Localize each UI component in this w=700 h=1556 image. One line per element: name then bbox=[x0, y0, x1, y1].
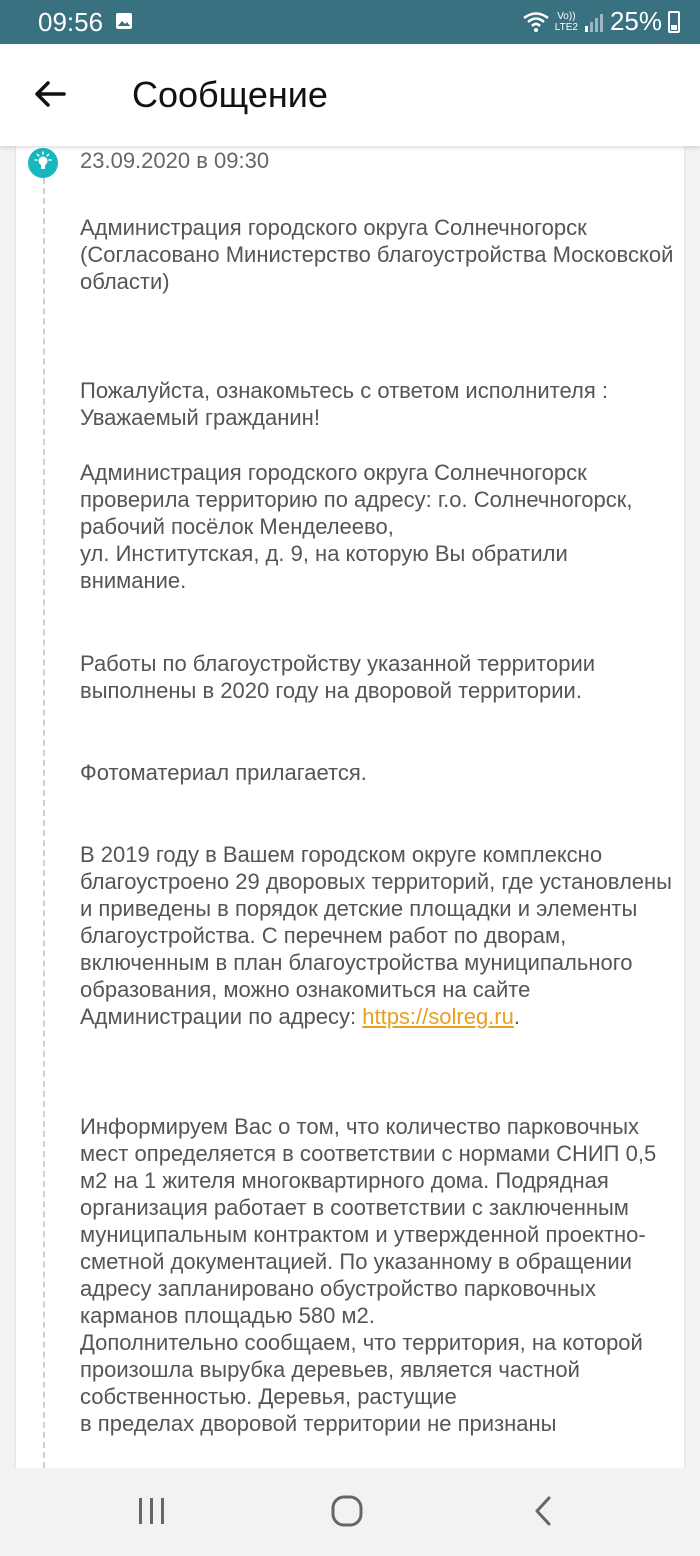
arrow-left-icon[interactable] bbox=[30, 74, 70, 114]
solreg-link[interactable]: https://solreg.ru bbox=[362, 1004, 514, 1029]
page-title: Сообщение bbox=[132, 74, 328, 115]
status-time: 09:56 bbox=[38, 7, 104, 37]
message-date: 23.09.2020 в 09:30 bbox=[80, 148, 270, 173]
system-nav-bar bbox=[0, 1468, 700, 1556]
battery-percent: 25% bbox=[609, 6, 662, 36]
lte-indicator bbox=[555, 11, 578, 33]
message-paragraph: Фотоматериал прилагается. bbox=[80, 760, 367, 785]
wifi-icon bbox=[523, 12, 549, 32]
timeline-line bbox=[43, 178, 45, 1468]
message-card bbox=[16, 146, 684, 1468]
timeline-dot bbox=[28, 148, 58, 178]
app-bar bbox=[0, 44, 700, 146]
paragraph-text: В 2019 году в Вашем городском округе комплексно благоустроено 29 дворовых территорий, где установлены и приведены в порядок детские площадки и элементы благоустройства. С перечнем работ по дворам, включенным в план благоустройства муниципального образования, можно ознакомиться на сайте Администрации по адресу: bbox=[80, 842, 672, 1029]
message-paragraph: Информируем Вас о том, что количество парковочных мест определяется в соответствии с нормами СНИП 0,5 м2 на 1 жителя многоквартирного дома. Подрядная организация работает в соответствии с заключенным муниципальным контрактом и утвержденной проектно-сметной документацией. По указанному в обращении адресу запланировано обустройство парковочных карманов площадью 580 м2. Дополнительно сообщаем, что территория, на которой произошла вырубка деревьев, является частной собственностью. Деревья, растущие в пределах дворовой территории не признаны bbox=[80, 1114, 657, 1436]
recent-apps-icon[interactable] bbox=[127, 1490, 177, 1534]
lte-label: LTE2 bbox=[554, 21, 578, 33]
lightbulb-icon bbox=[28, 148, 58, 178]
home-icon[interactable] bbox=[322, 1490, 372, 1534]
battery-icon bbox=[668, 11, 680, 33]
status-bar bbox=[0, 0, 700, 44]
message-paragraph: Работы по благоустройству указанной территории выполнены в 2020 году на дворовой территории. bbox=[80, 651, 596, 703]
image-icon bbox=[115, 12, 133, 30]
back-icon[interactable] bbox=[518, 1490, 568, 1534]
message-paragraph: Пожалуйста, ознакомьтесь с ответом исполнителя : Уважаемый гражданин! bbox=[80, 378, 608, 430]
status-right bbox=[523, 6, 680, 37]
volte-label: Vo)) bbox=[557, 10, 576, 22]
message-author: Администрация городского округа Солнечногорск (Согласовано Министерство благоустройства Московской области) bbox=[80, 215, 674, 294]
message-paragraph: Администрация городского округа Солнечногорск проверила территорию по адресу: г.о. Солнечногорск, рабочий посёлок Менделеево, ул. Институтская, д. 9, на которую Вы обратили внимание. bbox=[80, 460, 633, 593]
signal-icon bbox=[584, 12, 604, 32]
message-paragraph bbox=[80, 841, 680, 1030]
paragraph-end: . bbox=[513, 1004, 520, 1029]
